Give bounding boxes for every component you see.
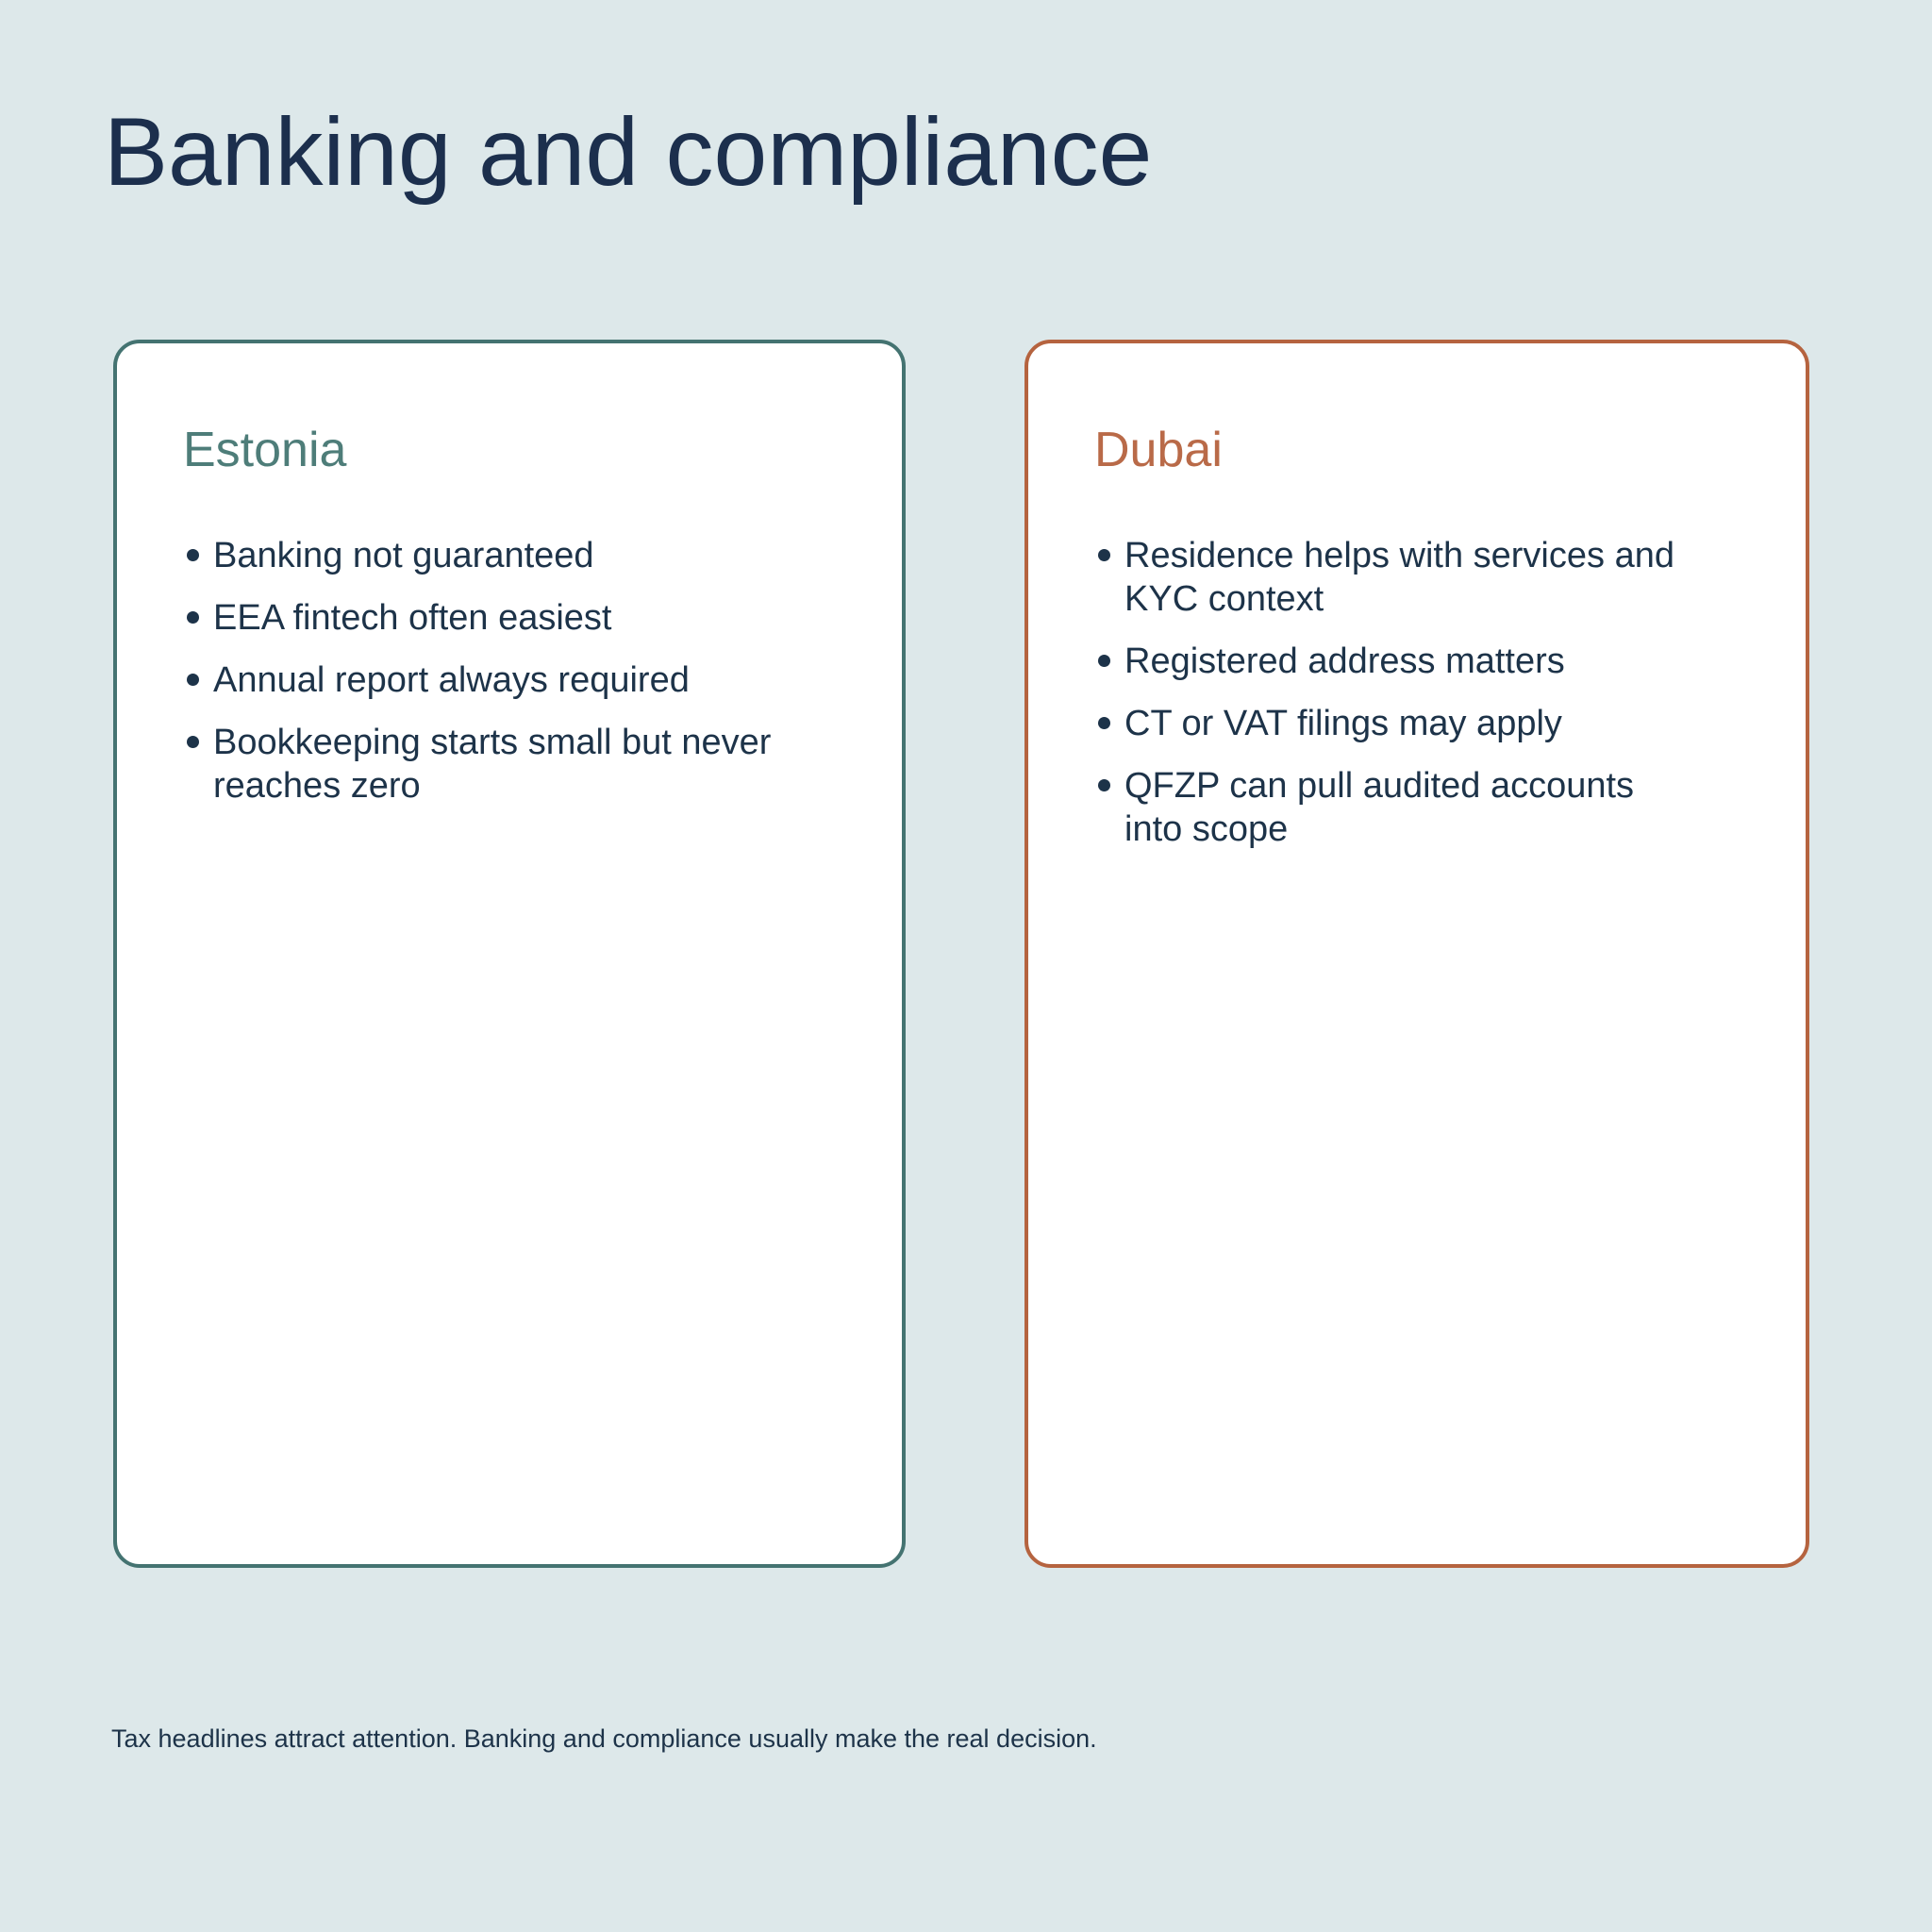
bullet-item: CT or VAT filings may apply <box>1094 702 1700 745</box>
bullet-item: Banking not guaranteed <box>183 534 789 577</box>
dubai-card-heading: Dubai <box>1094 423 1223 477</box>
estonia-bullet-list <box>183 534 845 808</box>
estonia-card-heading: Estonia <box>183 423 347 477</box>
dubai-bullet-list <box>1094 534 1749 851</box>
bullet-item: Residence helps with services and KYC context <box>1094 534 1700 621</box>
bullet-item: Bookkeeping starts small but never reaches zero <box>183 721 789 808</box>
estonia-card <box>113 340 906 1568</box>
bullet-item: EEA fintech often easiest <box>183 596 789 640</box>
bullet-item: Annual report always required <box>183 658 789 702</box>
bullet-item: Registered address matters <box>1094 640 1700 683</box>
bullet-item: QFZP can pull audited accounts into scope <box>1094 764 1700 851</box>
footer-note: Tax headlines attract attention. Banking and compliance usually make the real decision. <box>111 1724 1097 1753</box>
dubai-card <box>1024 340 1809 1568</box>
slide-title: Banking and compliance <box>104 98 1153 206</box>
